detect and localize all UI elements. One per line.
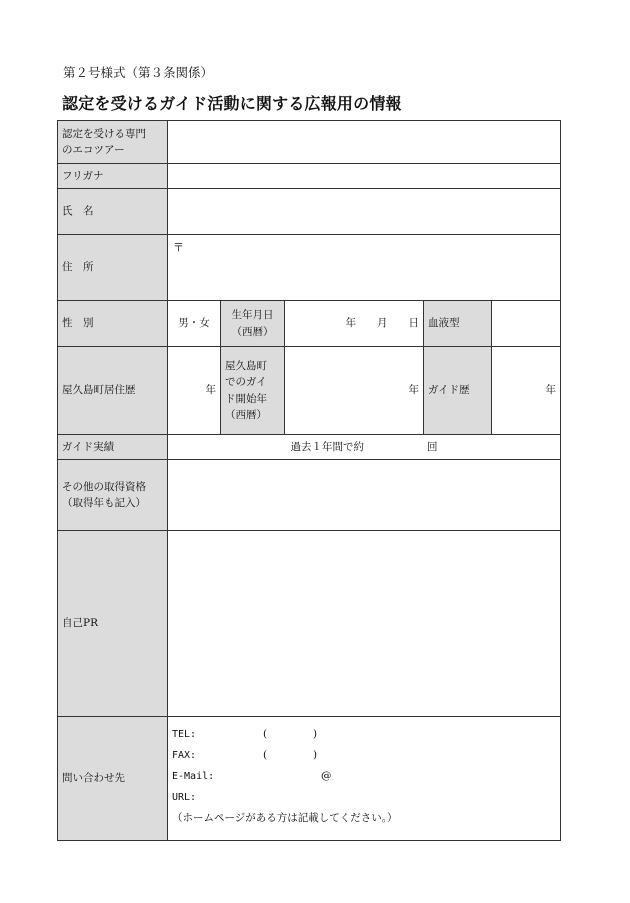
form-number-label: 第２号様式（第３条関係） [63, 65, 214, 80]
qualifications-field[interactable] [168, 460, 561, 531]
row-qualifications [58, 460, 561, 531]
row-contact [58, 717, 561, 841]
residence-field[interactable]: 年 [168, 347, 221, 435]
page-title: 認定を受けるガイド活動に関する広報用の情報 [62, 94, 402, 113]
row-furigana [58, 164, 561, 189]
self-pr-field[interactable] [168, 531, 561, 717]
ecotour-field[interactable] [168, 121, 561, 164]
guide-history-field[interactable]: 年 [492, 347, 561, 435]
address-field[interactable] [168, 235, 561, 301]
gender-value[interactable]: 男・女 [168, 301, 221, 347]
qualifications-label: その他の取得資格 （取得年も記入） [58, 460, 168, 531]
guide-record-label: ガイド実績 [58, 435, 168, 460]
tel-paren-close: ) [313, 728, 318, 740]
guide-start-label: 屋久島町 でのガイ ド開始年 （西暦） [221, 347, 285, 435]
row-name [58, 189, 561, 235]
row-gender-birth [58, 301, 561, 347]
row-self-pr [58, 531, 561, 717]
homepage-note: （ホームページがある方は記載してください。） [172, 812, 398, 824]
row-guide-record [58, 435, 561, 460]
row-address [58, 235, 561, 301]
fax-line [172, 747, 556, 768]
furigana-label: フリガナ [58, 164, 168, 189]
contact-field[interactable] [168, 717, 561, 841]
residence-label: 屋久島町居住歴 [58, 347, 168, 435]
email-line [172, 768, 556, 789]
blood-field[interactable] [492, 301, 561, 347]
url-line [172, 789, 556, 810]
postal-mark: 〒 [173, 241, 184, 254]
email-label: E-Mail: [172, 771, 215, 782]
row-ecotour [58, 121, 561, 164]
ecotour-label: 認定を受ける専門 のエコツアー [58, 121, 168, 164]
contact-label: 問い合わせ先 [58, 717, 168, 841]
fax-paren-open: ( [263, 749, 268, 761]
fax-paren-close: ) [313, 749, 318, 761]
tel-label: TEL: [172, 729, 197, 740]
tel-line [172, 726, 556, 747]
at-mark: @ [321, 770, 332, 782]
tel-paren-open: ( [263, 728, 268, 740]
guide-info-form [57, 120, 561, 841]
blood-label: 血液型 [424, 301, 492, 347]
fax-label: FAX: [172, 750, 197, 761]
furigana-field[interactable] [168, 164, 561, 189]
guide-history-label: ガイド歴 [424, 347, 492, 435]
self-pr-label: 自己PR [58, 531, 168, 717]
guide-start-field[interactable]: 年 [285, 347, 424, 435]
address-label: 住 所 [58, 235, 168, 301]
guide-record-field[interactable]: 過去１年間で約 回 [168, 435, 561, 460]
row-residence [58, 347, 561, 435]
birth-label: 生年月日 （西暦） [221, 301, 285, 347]
birth-field[interactable]: 年 月 日 [285, 301, 424, 347]
url-label: URL: [172, 792, 197, 803]
gender-label: 性 別 [58, 301, 168, 347]
name-label: 氏 名 [58, 189, 168, 235]
name-field[interactable] [168, 189, 561, 235]
